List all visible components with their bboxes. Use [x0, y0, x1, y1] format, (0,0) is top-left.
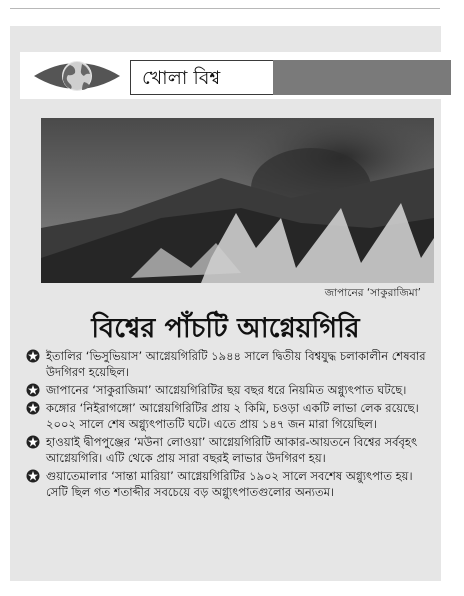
globe-eye-icon: [32, 56, 122, 96]
list-item: [24, 468, 434, 500]
list-item: [24, 348, 434, 380]
volcano-photo: [41, 118, 434, 283]
star-bullet-icon: [26, 383, 40, 397]
list-item-text: গুয়াতেমালার ‘সান্তা মারিয়া’ আগ্নেয়গিরিটির ১৯০২ সালে সবশেষ অগ্ন্যুৎপাত হয়। সেটি ছিল গত শতাব্দীর সবচেয়ে বড় অগ্ন্যুৎপাতগুলোর অন্যতম।: [46, 469, 413, 499]
section-title: খোলা বিশ্ব: [142, 67, 221, 89]
star-bullet-icon: [26, 401, 40, 415]
fact-list: [24, 348, 434, 502]
list-item-text: কঙ্গোর ‘নিইরাগঙ্গো’ আগ্নেয়গিরিটির প্রায় ২ কিমি, চওড়া একটি লাভা লেক রয়েছে। ২০০২ সালে শেষ অগ্ন্যুৎপাতটি ঘটে। এতে প্রায় ১৪৭ জন মারা গিয়েছিল।: [46, 401, 419, 431]
list-item: [24, 400, 434, 432]
list-item: [24, 434, 434, 466]
list-item-text: জাপানের ‘সাকুরাজিমা’ আগ্নেয়গিরিটির ছয় বছর ধরে নিয়মিত অগ্ন্যুৎপাত ঘটছে।: [46, 383, 407, 397]
list-item: [24, 382, 434, 398]
top-divider: [10, 8, 440, 9]
header-dark-bar: [273, 60, 451, 95]
feature-box: [10, 26, 441, 581]
section-header: [20, 52, 451, 99]
list-item-text: ইতালির ‘ভিসুভিয়াস’ আগ্নেয়গিরিটি ১৯৪৪ সালে দ্বিতীয় বিশ্বযুদ্ধ চলাকালীন শেষবার উদগিরণ হয়েছিল।: [46, 349, 426, 379]
star-bullet-icon: [26, 469, 40, 483]
star-bullet-icon: [26, 435, 40, 449]
star-bullet-icon: [26, 349, 40, 363]
article-title: বিশ্বের পাঁচটি আগ্নেয়গিরি: [91, 313, 360, 344]
photo-caption: জাপানের ‘সাকুরাজিমা’: [324, 287, 421, 299]
list-item-text: হাওয়াই দ্বীপপুঞ্জের ‘মউনা লোওয়া’ আগ্নেয়গিরিটি আকার-আয়তনে বিশ্বের সর্ববৃহৎ আগ্নেয়গিরি। এটি থেকে প্রায় সারা বছরই লাভার উদগিরণ হয়।: [46, 435, 418, 465]
